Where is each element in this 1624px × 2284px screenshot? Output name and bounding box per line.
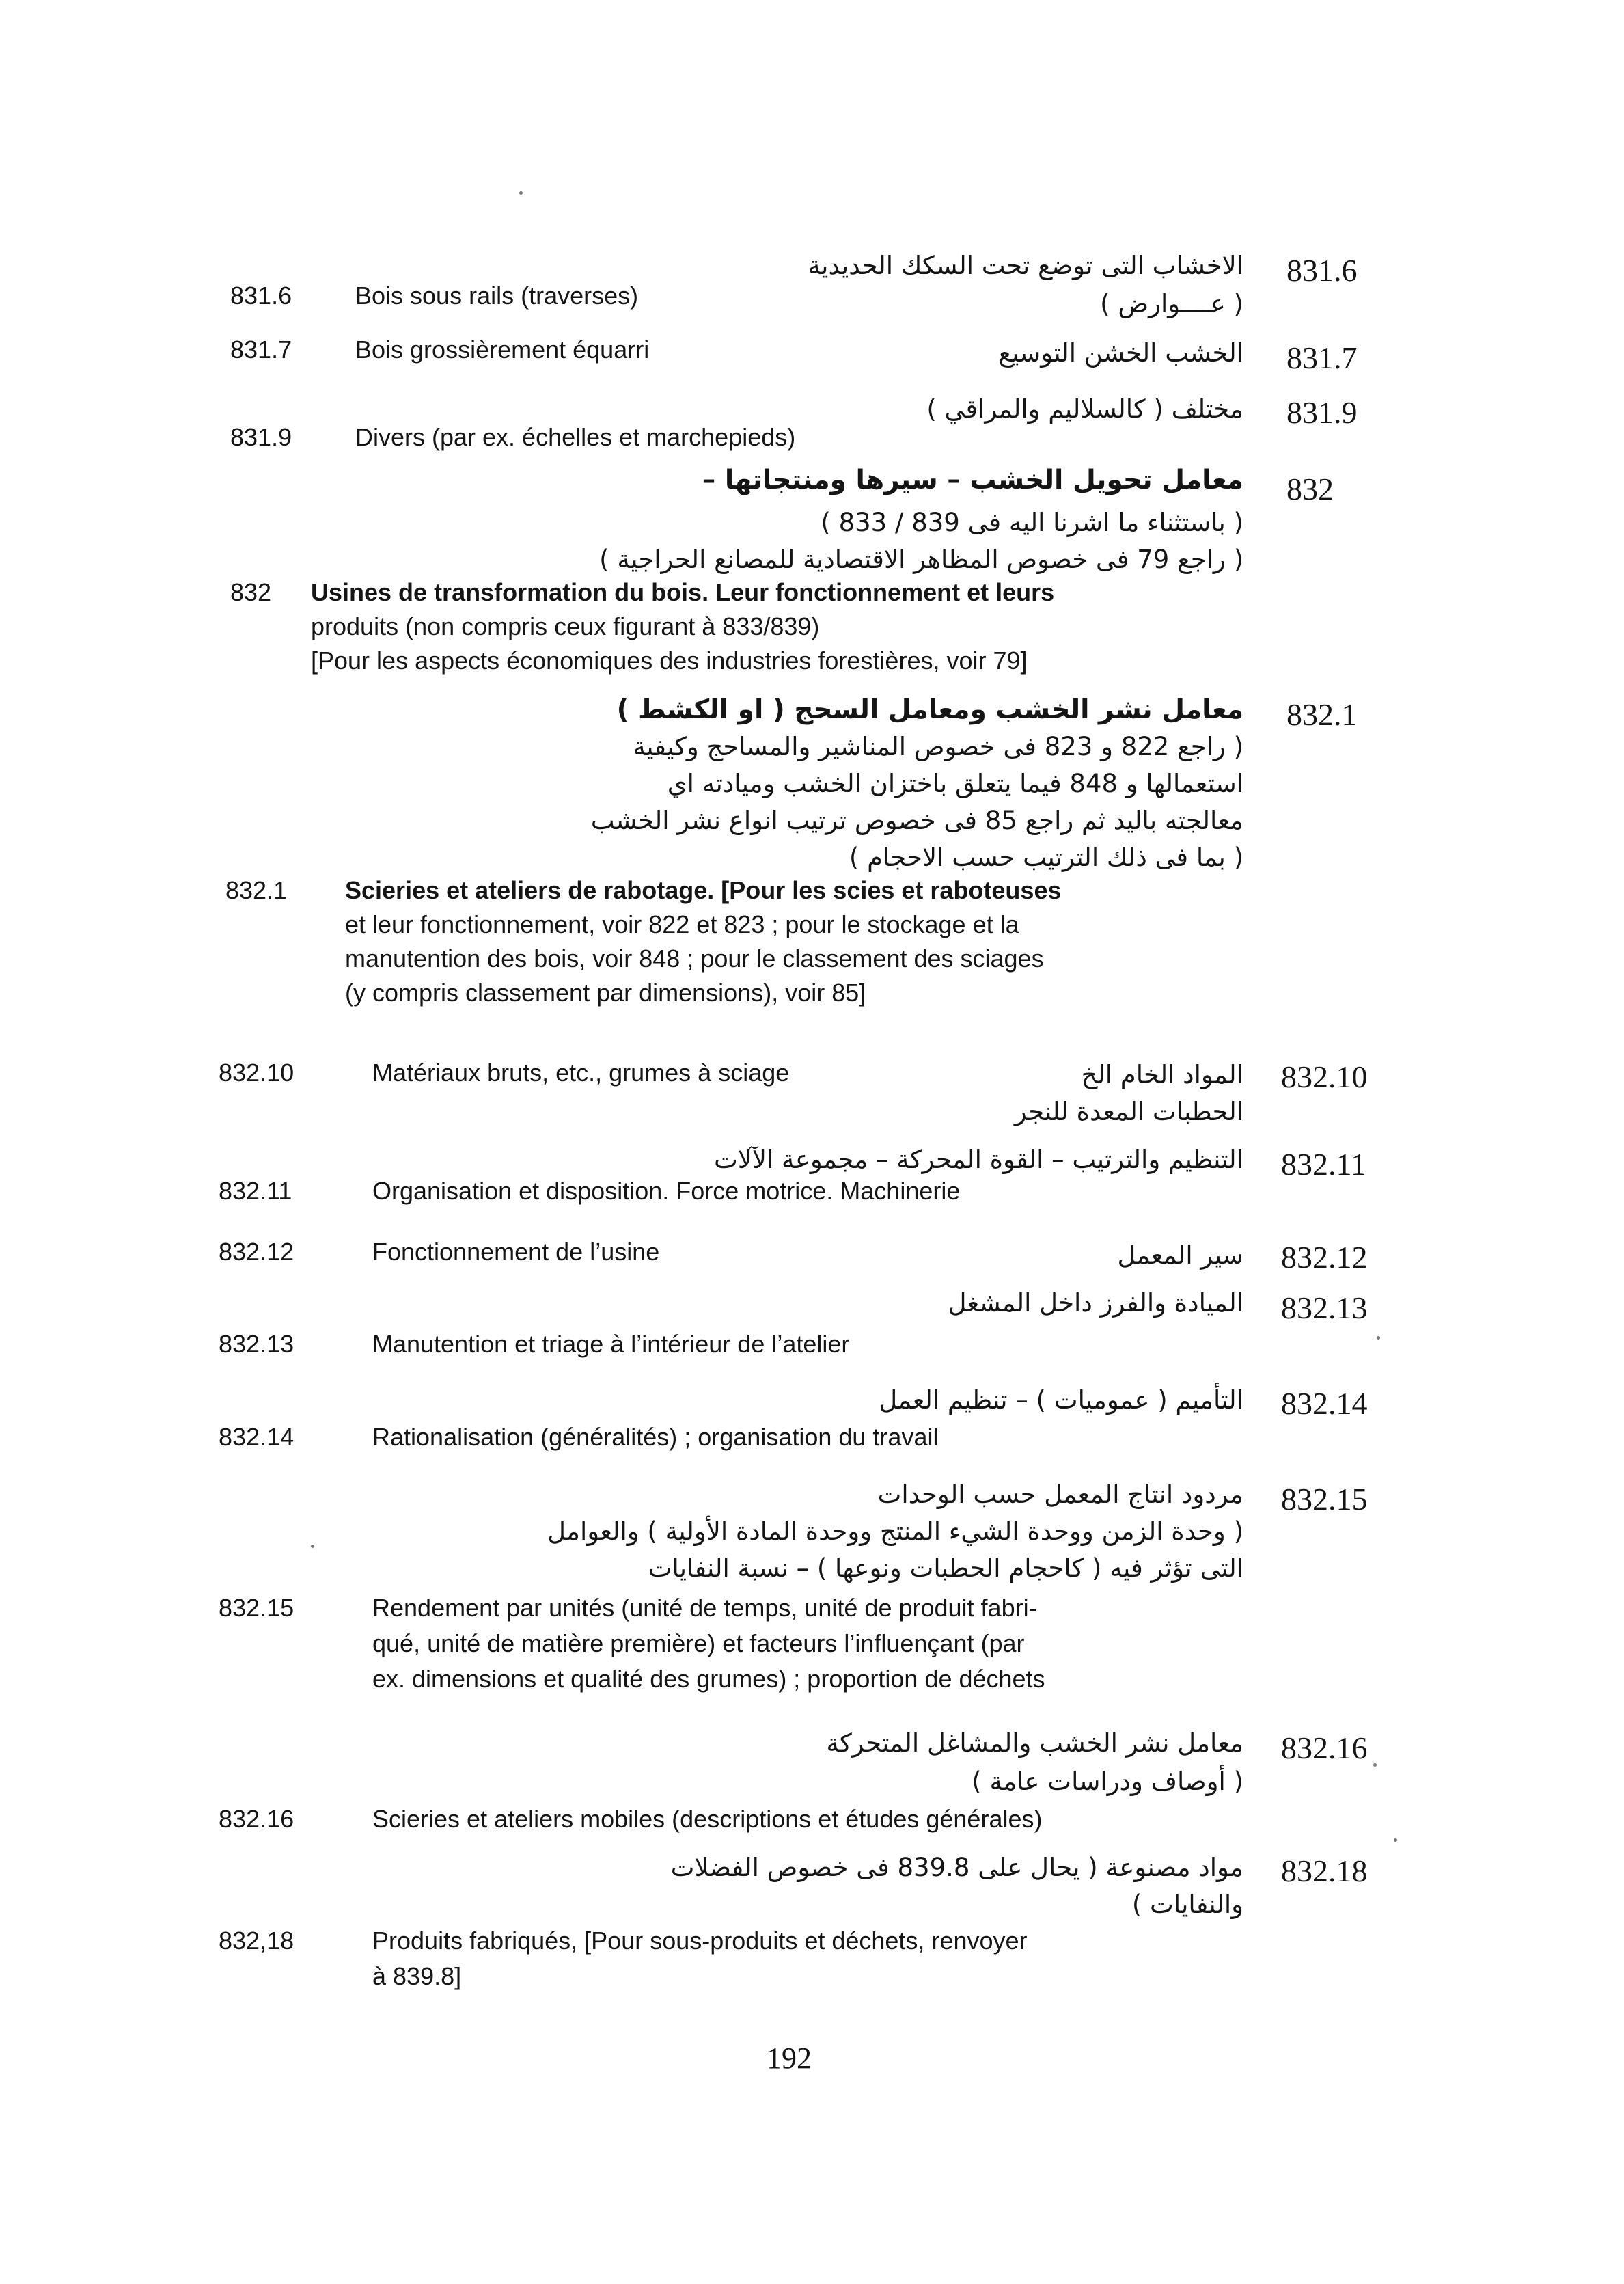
entry-code-right: 831.6 (1286, 253, 1358, 288)
entry-code-right: 831.9 (1286, 395, 1358, 430)
french-line: Usines de transformation du bois. Leur fonctionnement et leurs (311, 578, 1055, 606)
arabic-line: المواد الخام الخ (1081, 1060, 1243, 1089)
entry-code-left: 832.14 (219, 1423, 294, 1451)
arabic-line: ( أوصاف ودراسات عامة ) (972, 1767, 1243, 1796)
scan-speck (311, 1545, 314, 1548)
entry-code-left: 831.9 (230, 423, 292, 451)
arabic-line: استعمالها و 848 فيما يتعلق باختزان الخشب وميادته اي (667, 769, 1243, 798)
entry-code-right: 832.11 (1281, 1147, 1366, 1182)
entry-code-left: 832.15 (219, 1594, 294, 1622)
arabic-line: التى تؤثر فيه ( كاحجام الحطبات ونوعها ) – نسبة النفايات (648, 1553, 1243, 1583)
entry-code-right: 832.14 (1281, 1386, 1368, 1421)
entry-code-left: 832.10 (219, 1059, 294, 1087)
french-line: Scieries et ateliers mobiles (descriptions et études générales) (372, 1805, 1043, 1833)
scan-speck (1394, 1838, 1397, 1842)
arabic-line: التنظيم والترتيب – القوة المحركة – مجموعة الآلات (713, 1145, 1243, 1174)
entry-code-right: 832.12 (1281, 1240, 1368, 1275)
french-line: Produits fabriqués, [Pour sous-produits et déchets, renvoyer (372, 1927, 1028, 1955)
scan-speck (1373, 1763, 1377, 1767)
entry-code-left: 832.16 (219, 1805, 294, 1833)
french-line: [Pour les aspects économiques des industries forestières, voir 79] (311, 647, 1028, 675)
french-line: Fonctionnement de l’usine (372, 1238, 660, 1266)
arabic-line: ( عــــوارض ) (1100, 289, 1243, 318)
french-line: qué, unité de matière première) et facteurs l’influençant (par (372, 1629, 1025, 1657)
french-line: et leur fonctionnement, voir 822 et 823 ; pour le stockage et la (345, 910, 1019, 938)
arabic-line: مواد مصنوعة ( يحال على 839.8 فى خصوص الفضلات (670, 1853, 1243, 1882)
french-line: Scieries et ateliers de rabotage. [Pour les scies et raboteuses (345, 876, 1062, 904)
arabic-line: التأميم ( عموميات ) – تنظيم العمل (879, 1385, 1243, 1415)
french-line: manutention des bois, voir 848 ; pour le classement des sciages (345, 944, 1044, 973)
french-line: Bois sous rails (traverses) (355, 282, 639, 310)
arabic-line: معالجته باليد ثم راجع 85 فى خصوص ترتيب انواع نشر الخشب (590, 806, 1243, 835)
arabic-line: معامل تحويل الخشب – سيرها ومنتجاتها – (702, 465, 1243, 495)
french-line: Rendement par unités (unité de temps, unité de produit fabri- (372, 1594, 1037, 1622)
entry-code-left: 832.13 (219, 1330, 294, 1358)
scan-speck (519, 191, 523, 195)
french-line: Matériaux bruts, etc., grumes à sciage (372, 1059, 790, 1087)
arabic-line: ( بما فى ذلك الترتيب حسب الاحجام ) (849, 843, 1243, 872)
arabic-line: معامل نشر الخشب والمشاغل المتحركة (826, 1728, 1243, 1758)
french-line: Manutention et triage à l’intérieur de l’atelier (372, 1330, 850, 1358)
arabic-line: الميادة والفرز داخل المشغل (948, 1288, 1243, 1318)
arabic-line: الحطبات المعدة للنجر (1014, 1097, 1243, 1126)
french-line: Divers (par ex. échelles et marchepieds) (355, 423, 796, 451)
french-line: produits (non compris ceux figurant à 833/839) (311, 612, 820, 640)
french-line: Bois grossièrement équarri (355, 336, 650, 364)
arabic-line: ( راجع 822 و 823 فى خصوص المناشير والمساحج وكيفية (633, 732, 1243, 761)
entry-code-left: 831.7 (230, 336, 292, 364)
entry-code-left: 832.1 (225, 876, 288, 904)
arabic-line: ( باستثناء ما اشرنا اليه فى 839 / 833 ) (821, 508, 1243, 537)
french-line: Organisation et disposition. Force motrice. Machinerie (372, 1177, 961, 1205)
entry-code-left: 831.6 (230, 282, 292, 310)
arabic-line: ( راجع 79 فى خصوص المظاهر الاقتصادية للمصانع الحراجية ) (599, 545, 1243, 574)
entry-code-left: 832.12 (219, 1238, 294, 1266)
entry-code-right: 832.13 (1281, 1290, 1368, 1325)
entry-code-right: 832.16 (1281, 1730, 1368, 1765)
entry-code-left: 832,18 (219, 1927, 294, 1955)
french-line: à 839.8] (372, 1962, 462, 1990)
arabic-line: والنفايات ) (1131, 1890, 1243, 1919)
entry-code-right: 831.7 (1286, 340, 1358, 375)
arabic-line: مختلف ( كالسلاليم والمراقي ) (926, 394, 1243, 424)
entry-code-right: 832.18 (1281, 1853, 1368, 1888)
french-line: ex. dimensions et qualité des grumes) ; proportion de déchets (372, 1665, 1045, 1693)
arabic-line: ( وحدة الزمن ووحدة الشيء المنتج ووحدة المادة الأولية ) والعوامل (547, 1517, 1243, 1546)
arabic-line: مردود انتاج المعمل حسب الوحدات (877, 1480, 1243, 1509)
entry-code-left: 832 (230, 578, 272, 606)
arabic-line: الاخشاب التى توضع تحت السكك الحديدية (808, 251, 1243, 280)
arabic-line: الخشب الخشن التوسيع (998, 338, 1243, 368)
french-line: Rationalisation (généralités) ; organisation du travail (372, 1423, 939, 1451)
french-line: (y compris classement par dimensions), voir 85] (345, 979, 866, 1007)
entry-code-right: 832.1 (1286, 697, 1358, 732)
entry-code-right: 832.15 (1281, 1482, 1368, 1517)
arabic-line: معامل نشر الخشب ومعامل السحج ( او الكشط ) (616, 694, 1243, 725)
entry-code-left: 832.11 (219, 1177, 292, 1205)
entry-code-right: 832.10 (1281, 1059, 1368, 1094)
scan-speck (1377, 1336, 1380, 1340)
page-number: 192 (767, 2041, 812, 2075)
arabic-line: سير المعمل (1117, 1240, 1243, 1270)
entry-code-right: 832 (1286, 472, 1334, 506)
